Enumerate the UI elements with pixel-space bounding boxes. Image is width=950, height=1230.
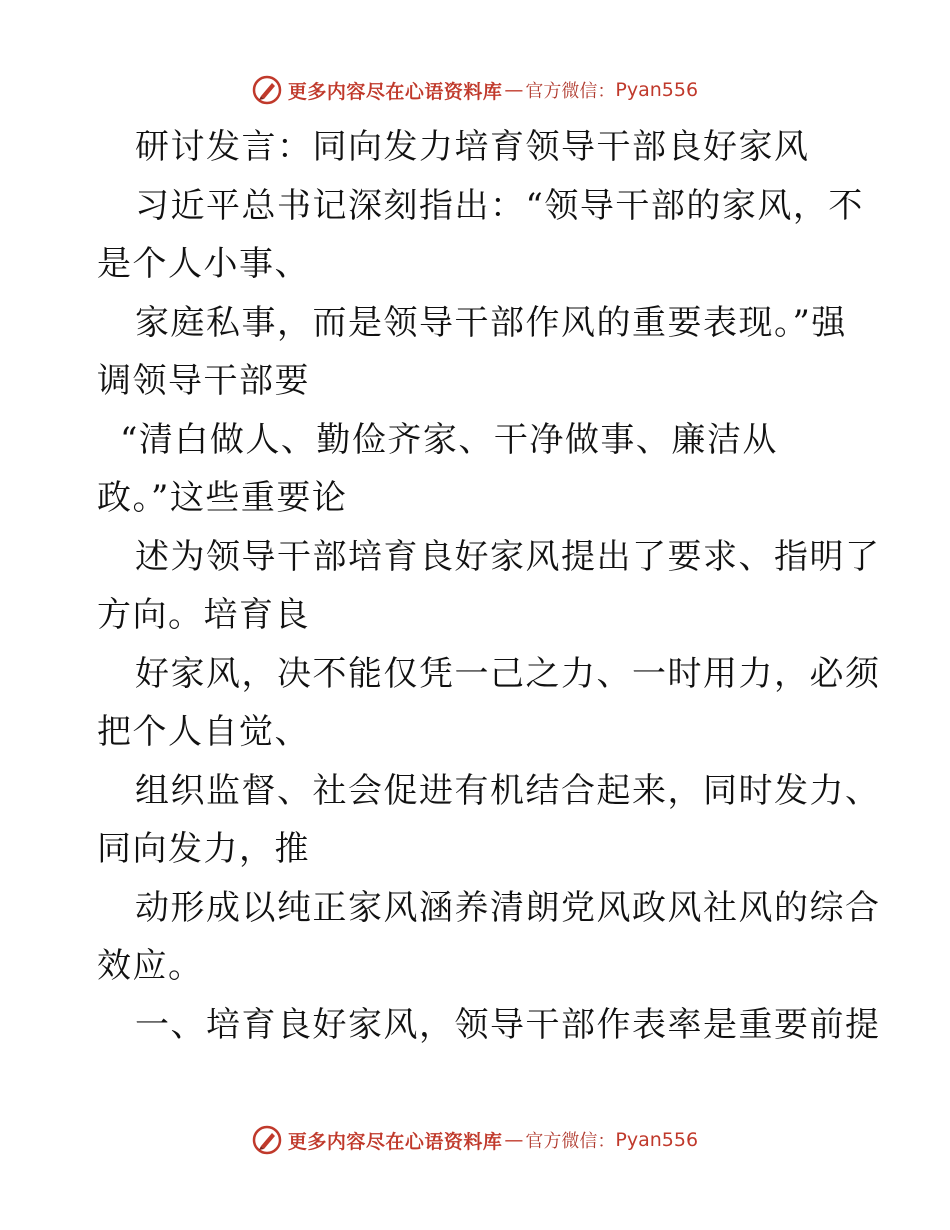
text-line: 把个人自觉、 — [97, 712, 310, 752]
text-line: 动形成以纯正家风涵养清朗党风政风社风的综合 — [135, 888, 881, 928]
banner-wechat-label: 官方微信： — [525, 1131, 616, 1152]
section-heading: 一、培育良好家风，领导干部作表率是重要前提 — [135, 1005, 881, 1045]
text-line: 组织监督、社会促进有机结合起来，同时发力、 — [135, 771, 881, 811]
text-line: 好家风，决不能仅凭一己之力、一时用力，必须 — [135, 654, 881, 694]
banner-separator: — — [504, 1129, 524, 1151]
banner-wechat-id: Pyan556 — [615, 79, 699, 101]
pen-logo-icon — [252, 75, 282, 105]
banner-separator: — — [504, 79, 524, 101]
document-title: 研讨发言：同向发力培育领导干部良好家风 — [135, 127, 810, 167]
text-line: 习近平总书记深刻指出：“领导干部的家风，不 — [135, 186, 864, 226]
text-line: 方向。培育良 — [97, 595, 310, 635]
banner-wechat-id: Pyan556 — [615, 1129, 699, 1151]
text-line: “清白做人、勤俭齐家、干净做事、廉洁从 — [120, 420, 778, 460]
text-line: 调领导干部要 — [97, 361, 310, 401]
text-line: 是个人小事、 — [97, 244, 310, 284]
text-line: 效应。 — [97, 946, 204, 986]
banner-wechat-label: 官方微信： — [525, 81, 616, 102]
text-line: 家庭私事，而是领导干部作风的重要表现。”强 — [135, 303, 847, 343]
banner-main-text: 更多内容尽在心语资料库 — [287, 1130, 503, 1153]
text-line: 同向发力，推 — [97, 829, 310, 869]
text-line: 述为领导干部培育良好家风提出了要求、指明了 — [135, 537, 881, 577]
banner-main-text: 更多内容尽在心语资料库 — [287, 80, 503, 103]
footer-banner — [0, 1120, 950, 1160]
text-line: 政。”这些重要论 — [97, 478, 348, 518]
header-banner — [0, 70, 950, 110]
pen-logo-icon — [252, 1125, 282, 1155]
